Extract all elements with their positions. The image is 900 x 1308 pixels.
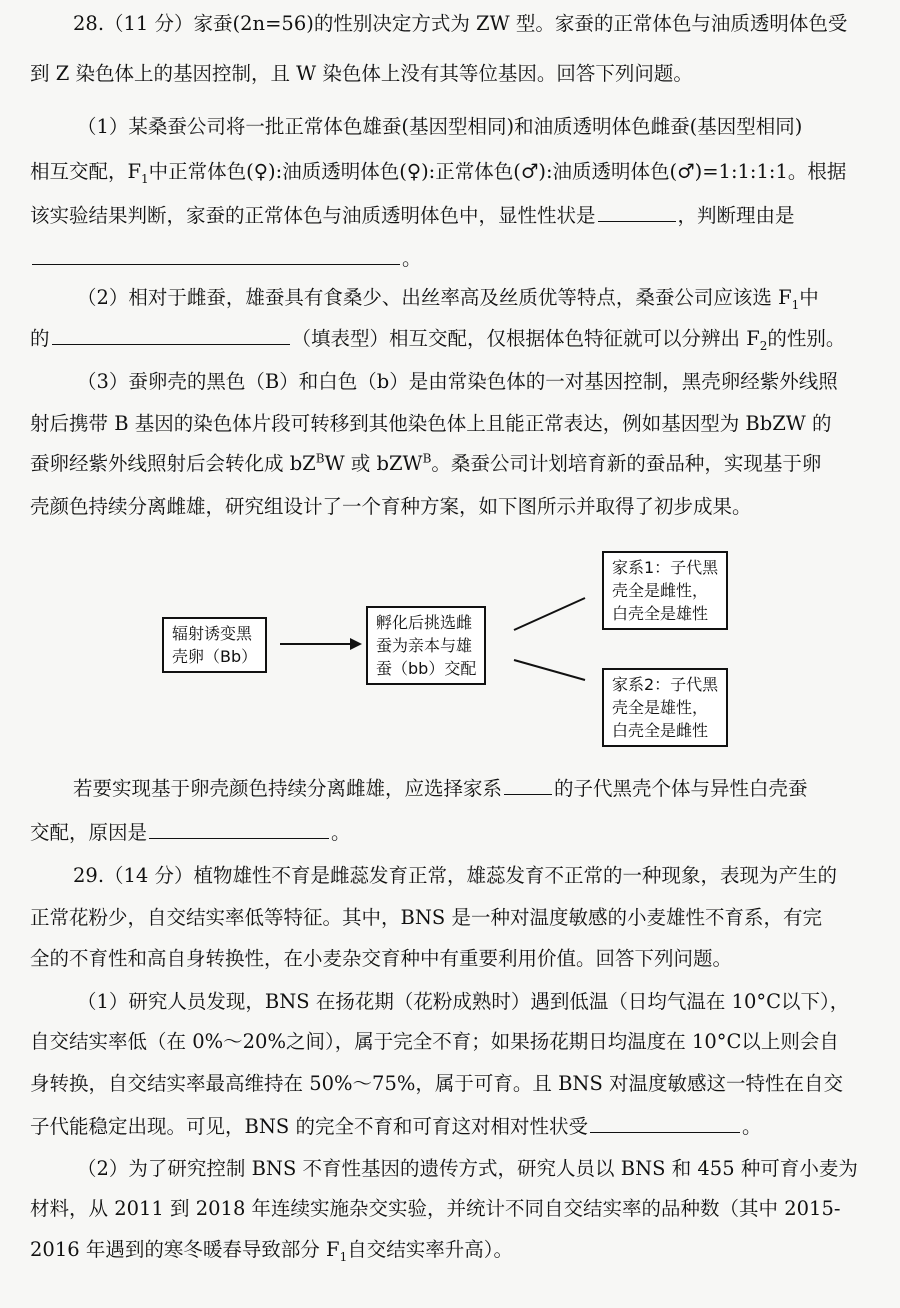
q28-stem-line-1: 28.（11 分）家蚕(2n=56)的性别决定方式为 ZW 型。家蚕的正常体色与油质透明体色受 bbox=[73, 12, 848, 35]
q29-stem-line-1: 29.（14 分）植物雄性不育是雌蕊发育正常，雄蕊发育不正常的一种现象，表现为产生的 bbox=[73, 864, 838, 887]
arrow-head-icon bbox=[350, 638, 362, 650]
q28-part1-line-1: （1）某桑蚕公司将一批正常体色雄蚕(基因型相同)和油质透明体色雌蚕(基因型相同) bbox=[77, 115, 803, 138]
q29-stem-line-3: 全的不育性和高自身转换性，在小麦杂交育种中有重要利用价值。回答下列问题。 bbox=[30, 947, 733, 970]
q28-part1-line-3: 该实验结果判断，家蚕的正常体色与油质透明体色中，显性性状是 ，判断理由是 bbox=[30, 204, 795, 227]
q29-part2-line-3: 2016 年遇到的寒冬暖春导致部分 $F_1$自交结实率升高）。 bbox=[30, 1238, 513, 1264]
q28-part1-line-2: 相互交配，$F_1$中正常体色(♀):油质透明体色(♀):正常体色(♂):油质透明体色(♂)=1:1:1:1。根据 bbox=[30, 160, 847, 186]
q28-part3-line-4: 壳颜色持续分离雌雄，研究组设计了一个育种方案，如下图所示并取得了初步成果。 bbox=[30, 495, 752, 518]
q29-part1-line-1: （1）研究人员发现，BNS 在扬花期（花粉成熟时）遇到低温（日均气温在 10°C以下）， bbox=[77, 990, 850, 1013]
q28-part3-line-5: 若要实现基于卵壳颜色持续分离雌雄，应选择家系 的子代黑壳个体与异性白壳蚕 bbox=[73, 777, 808, 800]
q28-part2-line-2: 的 （填表型）相互交配，仅根据体色特征就可以分辨出 $F_2$的性别。 bbox=[30, 327, 846, 353]
q29-part1-line-4: 子代能稳定出现。可见，BNS 的完全不育和可育这对相对性状受 。 bbox=[30, 1115, 762, 1138]
q28-part3-line-1: （3）蚕卵壳的黑色（B）和白色（b）是由常染色体的一对基因控制，黑壳卵经紫外线照 bbox=[77, 370, 838, 393]
q28-part3-line-3: 蚕卵经紫外线照射后会转化成 $bZ^BW$ 或 bZW$^B$。桑蚕公司计划培育新的蚕品种，实现基于卵 bbox=[30, 451, 822, 475]
branch-line-lower bbox=[514, 660, 585, 680]
q28-stem-line-2: 到 Z 染色体上的基因控制，且 W 染色体上没有其等位基因。回答下列问题。 bbox=[30, 62, 693, 85]
q29-part1-line-2: 自交结实率低（在 0%～20%之间），属于完全不育；如果扬花期日均温度在 10°C以上则会自 bbox=[30, 1030, 839, 1053]
q28-part3-line-2: 射后携带 B 基因的染色体片段可转移到其他染色体上且能正常表达，例如基因型为 BbZW 的 bbox=[30, 412, 832, 435]
answer-blank bbox=[504, 776, 552, 795]
box-select-females: 孵化后挑选雌 蚕为亲本与雄 蚕（bb）交配 bbox=[366, 606, 486, 685]
q29-part2-line-2: 材料，从 2011 到 2018 年连续实施杂交实验，并统计不同自交结实率的品种数（其中 2015- bbox=[30, 1197, 841, 1220]
box-irradiated-eggs: 辐射诱变黑 壳卵（Bb） bbox=[162, 617, 267, 673]
q29-stem-line-2: 正常花粉少，自交结实率低等特征。其中，BNS 是一种对温度敏感的小麦雄性不育系，有完 bbox=[30, 906, 822, 929]
q28-part2-line-1: （2）相对于雌蚕，雄蚕具有食桑少、出丝率高及丝质优等特点，桑蚕公司应该选 $F_1$中 bbox=[77, 286, 819, 312]
q28-part3-line-6: 交配，原因是 。 bbox=[30, 821, 351, 844]
q28-part1-line-4: 。 bbox=[30, 246, 900, 271]
q29-part1-line-3: 身转换，自交结实率最高维持在 50%～75%，属于可育。且 BNS 对温度敏感这一特性在自交 bbox=[30, 1072, 844, 1095]
q29-part2-line-1: （2）为了研究控制 BNS 不育性基因的遗传方式，研究人员以 BNS 和 455 种可育小麦为 bbox=[77, 1157, 858, 1180]
answer-blank bbox=[590, 1114, 740, 1133]
box-family-2: 家系2：子代黑 壳全是雄性， 白壳全是雌性 bbox=[602, 668, 728, 747]
answer-blank bbox=[149, 820, 329, 839]
box-family-1: 家系1：子代黑 壳全是雌性， 白壳全是雄性 bbox=[602, 551, 728, 630]
branch-line-upper bbox=[514, 598, 585, 630]
